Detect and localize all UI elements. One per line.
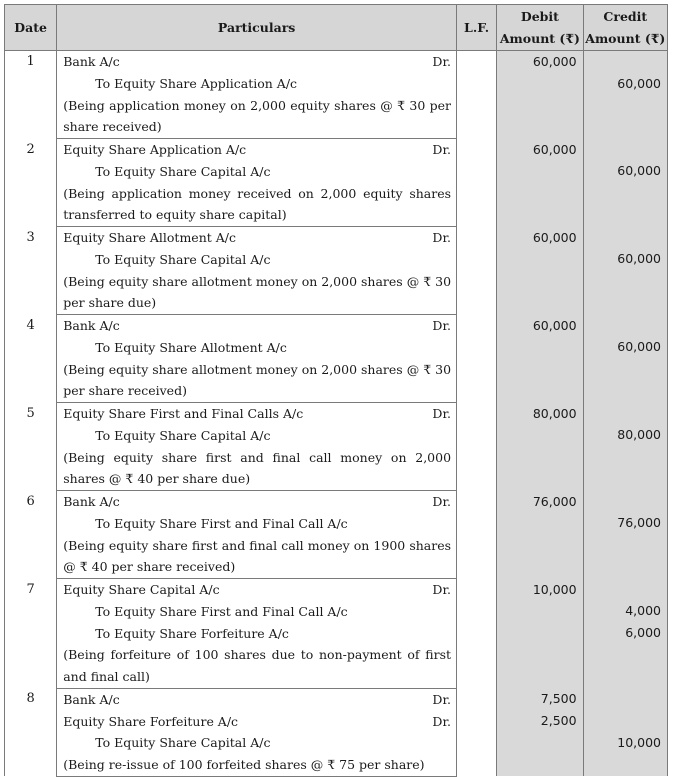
debit-amount bbox=[497, 336, 576, 358]
header-credit-amount bbox=[583, 5, 667, 51]
credit-amount bbox=[584, 491, 661, 513]
entry-debit bbox=[497, 139, 583, 227]
account-name: To Equity Share Forfeiture A/c bbox=[95, 625, 289, 641]
account-name: Bank A/c bbox=[63, 691, 120, 707]
credit-amount bbox=[584, 51, 661, 73]
entry-debit bbox=[497, 579, 583, 689]
debit-amount: 60,000 bbox=[532, 141, 577, 157]
entry-date-value: 3 bbox=[26, 229, 35, 245]
entry-debit bbox=[497, 51, 583, 139]
header-debit-line2: Amount (₹) bbox=[499, 30, 580, 46]
entry-credit bbox=[583, 579, 667, 689]
credit-account-line bbox=[63, 337, 451, 359]
entry-debit bbox=[497, 688, 583, 776]
debit-amount: 2,500 bbox=[540, 713, 577, 728]
credit-account-line bbox=[63, 623, 451, 645]
credit-amount: 80,000 bbox=[617, 427, 661, 443]
debit-amount: 60,000 bbox=[532, 229, 577, 245]
account-name: To Equity Share Capital A/c bbox=[95, 735, 271, 751]
entry-lf bbox=[457, 491, 497, 579]
dr-marker: Dr. bbox=[432, 318, 452, 333]
debit-account-line bbox=[63, 227, 451, 249]
credit-amount bbox=[584, 315, 661, 337]
entry-narration: (Being equity share first and final call money on 1900 shares @ ₹ 40 per share received) bbox=[63, 537, 452, 575]
entry-date-value: 5 bbox=[26, 405, 35, 421]
journal-entry-row bbox=[5, 688, 668, 776]
entry-date bbox=[5, 139, 57, 227]
account-name: Bank A/c bbox=[63, 318, 120, 333]
credit-amount bbox=[584, 710, 661, 732]
credit-amount: 60,000 bbox=[617, 75, 661, 91]
dr-marker: Dr. bbox=[432, 494, 452, 509]
dr-marker: Dr. bbox=[432, 691, 452, 707]
entry-date bbox=[5, 315, 57, 403]
account-name: To Equity Share Allotment A/c bbox=[95, 339, 287, 355]
dr-marker: Dr. bbox=[432, 230, 452, 245]
entry-debit bbox=[497, 227, 583, 315]
credit-account-line bbox=[63, 161, 451, 183]
credit-amount bbox=[584, 403, 661, 425]
entry-date bbox=[5, 51, 57, 139]
entry-particulars bbox=[57, 491, 457, 579]
credit-amount: 60,000 bbox=[617, 251, 661, 267]
debit-account-line bbox=[63, 51, 451, 73]
debit-amount bbox=[497, 622, 576, 644]
account-name: To Equity Share Capital A/c bbox=[95, 163, 271, 179]
journal-entry-row bbox=[5, 579, 668, 689]
table-header-row bbox=[5, 5, 668, 51]
entry-lf bbox=[457, 139, 497, 227]
entry-credit bbox=[583, 491, 667, 579]
account-name: Equity Share Application A/c bbox=[63, 142, 247, 157]
entry-narration: (Being application money on 2,000 equity shares @ ₹ 30 per share received) bbox=[63, 97, 452, 135]
credit-amount bbox=[584, 139, 661, 161]
credit-amount: 4,000 bbox=[625, 603, 661, 619]
dr-marker: Dr. bbox=[432, 713, 452, 729]
entry-date bbox=[5, 403, 57, 491]
credit-amount: 76,000 bbox=[617, 515, 661, 531]
entry-credit bbox=[583, 688, 667, 776]
entry-debit bbox=[497, 315, 583, 403]
entry-particulars bbox=[57, 403, 457, 491]
credit-amount: 6,000 bbox=[625, 625, 661, 640]
debit-amount bbox=[497, 424, 576, 446]
debit-account-line bbox=[63, 711, 451, 733]
credit-account-line bbox=[63, 513, 451, 535]
debit-account-line bbox=[63, 139, 451, 161]
entry-narration: (Being equity share allotment money on 2,000 shares @ ₹ 30 per share due) bbox=[63, 273, 452, 311]
entry-narration: (Being forfeiture of 100 shares due to non-payment of first and final call) bbox=[63, 647, 452, 684]
entry-date bbox=[5, 491, 57, 579]
dr-marker: Dr. bbox=[432, 142, 452, 157]
entry-narration: (Being application money received on 2,000 equity shares transferred to equity share capital) bbox=[63, 185, 452, 223]
entry-date-value: 2 bbox=[26, 141, 35, 157]
account-name: To Equity Share Application A/c bbox=[95, 75, 298, 91]
entry-narration: (Being equity share first and final call money on 2,000 shares @ ₹ 40 per share due) bbox=[63, 449, 452, 487]
account-name: To Equity Share Capital A/c bbox=[95, 427, 271, 443]
entry-particulars bbox=[57, 579, 457, 689]
header-debit-line1: Debit bbox=[520, 8, 559, 24]
debit-amount bbox=[497, 73, 576, 95]
entry-date-value: 6 bbox=[26, 493, 35, 509]
entry-lf bbox=[457, 579, 497, 689]
entry-date-value: 8 bbox=[26, 691, 35, 707]
account-name: Equity Share Forfeiture A/c bbox=[63, 713, 239, 729]
debit-amount: 76,000 bbox=[532, 493, 577, 509]
entry-credit bbox=[583, 51, 667, 139]
account-name: Equity Share Allotment A/c bbox=[63, 230, 236, 245]
debit-amount bbox=[497, 732, 576, 754]
entry-lf bbox=[457, 227, 497, 315]
account-name: Bank A/c bbox=[63, 494, 120, 509]
credit-account-line bbox=[63, 601, 451, 623]
entry-particulars bbox=[57, 227, 457, 315]
dr-marker: Dr. bbox=[432, 406, 452, 421]
debit-amount: 7,500 bbox=[540, 691, 577, 707]
entry-particulars bbox=[57, 688, 457, 776]
header-credit-line2: Amount (₹) bbox=[585, 30, 666, 46]
account-name: Bank A/c bbox=[63, 54, 120, 69]
entry-particulars bbox=[57, 139, 457, 227]
entry-credit bbox=[583, 315, 667, 403]
header-debit-amount bbox=[497, 5, 583, 51]
credit-amount: 60,000 bbox=[617, 339, 661, 355]
account-name: Equity Share Capital A/c bbox=[63, 582, 220, 597]
credit-account-line bbox=[63, 425, 451, 447]
entry-lf bbox=[457, 315, 497, 403]
header-date: Date bbox=[5, 5, 57, 51]
account-name: To Equity Share Capital A/c bbox=[95, 251, 271, 267]
debit-account-line bbox=[63, 491, 451, 513]
entry-date-value: 1 bbox=[26, 54, 35, 69]
entry-debit bbox=[497, 403, 583, 491]
dr-marker: Dr. bbox=[432, 582, 452, 597]
entry-date-value: 7 bbox=[26, 581, 35, 597]
journal-entry-row bbox=[5, 227, 668, 315]
debit-account-line bbox=[63, 689, 451, 711]
debit-amount bbox=[497, 248, 576, 270]
credit-amount: 10,000 bbox=[617, 734, 661, 750]
account-name: To Equity Share First and Final Call A/c bbox=[95, 515, 348, 531]
journal-entry-row bbox=[5, 403, 668, 491]
entry-particulars bbox=[57, 315, 457, 403]
journal-entry-row bbox=[5, 51, 668, 139]
entry-date-value: 4 bbox=[26, 317, 35, 333]
entry-date bbox=[5, 227, 57, 315]
credit-amount bbox=[584, 579, 661, 601]
debit-amount bbox=[497, 600, 576, 622]
journal-entry-row bbox=[5, 315, 668, 403]
debit-amount: 60,000 bbox=[532, 317, 577, 333]
entry-lf bbox=[457, 51, 497, 139]
entry-lf bbox=[457, 403, 497, 491]
credit-account-line bbox=[63, 732, 451, 754]
account-name: To Equity Share First and Final Call A/c bbox=[95, 603, 348, 619]
header-particulars: Particulars bbox=[57, 5, 457, 51]
journal-body bbox=[5, 51, 668, 777]
dr-marker: Dr. bbox=[432, 54, 452, 69]
account-name: Equity Share First and Final Calls A/c bbox=[63, 406, 304, 421]
credit-account-line bbox=[63, 73, 451, 95]
journal-entries-table bbox=[4, 4, 668, 777]
journal-entry-row bbox=[5, 139, 668, 227]
entry-narration: (Being equity share allotment money on 2,000 shares @ ₹ 30 per share received) bbox=[63, 361, 452, 399]
debit-amount bbox=[497, 512, 576, 534]
entry-credit bbox=[583, 139, 667, 227]
entry-date bbox=[5, 579, 57, 689]
debit-amount: 60,000 bbox=[532, 54, 577, 69]
entry-particulars bbox=[57, 51, 457, 139]
debit-amount: 80,000 bbox=[532, 405, 577, 421]
debit-amount: 10,000 bbox=[532, 581, 577, 597]
entry-debit bbox=[497, 491, 583, 579]
credit-account-line bbox=[63, 249, 451, 271]
entry-date bbox=[5, 688, 57, 776]
debit-account-line bbox=[63, 579, 451, 601]
debit-amount bbox=[497, 160, 576, 182]
credit-amount bbox=[584, 227, 661, 249]
header-lf: L.F. bbox=[457, 5, 497, 51]
debit-account-line bbox=[63, 315, 451, 337]
entry-credit bbox=[583, 403, 667, 491]
entry-credit bbox=[583, 227, 667, 315]
entry-lf bbox=[457, 688, 497, 776]
journal-entry-row bbox=[5, 491, 668, 579]
credit-amount: 60,000 bbox=[617, 163, 661, 179]
header-credit-line1: Credit bbox=[603, 8, 648, 24]
entry-narration: (Being re-issue of 100 forfeited shares @ ₹ 75 per share) bbox=[63, 757, 425, 772]
debit-account-line bbox=[63, 403, 451, 425]
credit-amount bbox=[584, 688, 661, 710]
